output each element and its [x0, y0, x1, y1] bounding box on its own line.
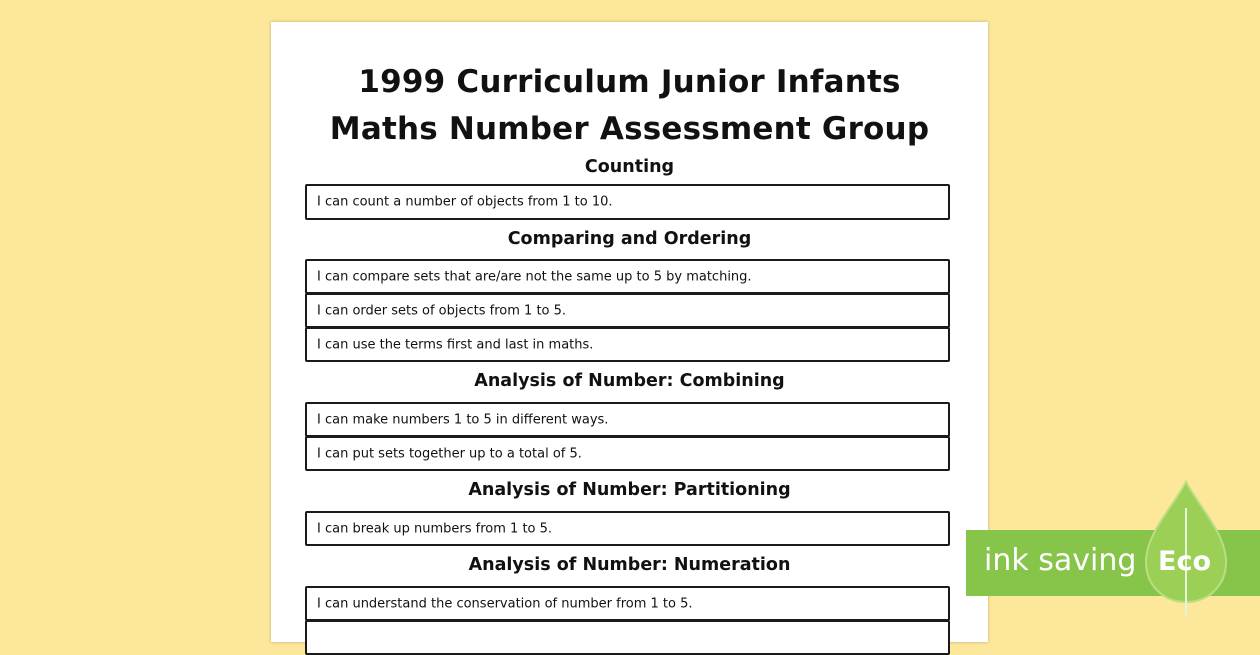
criterion-text: I can compare sets that are/are not the same up to 5 by matching. [317, 269, 752, 284]
criterion-row [305, 620, 950, 655]
criterion-row [305, 586, 950, 621]
section-heading-comparing-ordering: Comparing and Ordering [507, 229, 752, 249]
criterion-row [305, 511, 950, 546]
worksheet-page [271, 22, 988, 642]
criterion-text: I can understand the conservation of number from 1 to 5. [317, 596, 693, 611]
criterion-row [305, 184, 950, 220]
section-heading-numeration: Analysis of Number: Numeration [468, 555, 791, 575]
criterion-row [305, 436, 950, 471]
criterion-text: I can use the terms first and last in maths. [317, 337, 594, 352]
eco-label: Eco [1158, 546, 1211, 577]
ink-saving-text: ink saving [984, 543, 1137, 578]
title-line-1: 1999 Curriculum Junior Infants [358, 64, 901, 100]
criterion-text: I can count a number of objects from 1 to 10. [317, 194, 613, 210]
criterion-row [305, 293, 950, 328]
section-heading-combining: Analysis of Number: Combining [474, 371, 785, 391]
section-heading-partitioning: Analysis of Number: Partitioning [468, 480, 791, 500]
criterion-text: I can order sets of objects from 1 to 5. [317, 303, 567, 318]
criterion-row [305, 259, 950, 294]
criterion-row [305, 402, 950, 437]
criterion-text: I can put sets together up to a total of 5. [317, 446, 582, 461]
section-heading-counting: Counting [584, 157, 675, 177]
criterion-row [305, 327, 950, 362]
criterion-text: I can make numbers 1 to 5 in different ways. [317, 412, 609, 427]
criterion-text: I can break up numbers from 1 to 5. [317, 521, 553, 536]
title-line-2: Maths Number Assessment Group [329, 111, 930, 147]
